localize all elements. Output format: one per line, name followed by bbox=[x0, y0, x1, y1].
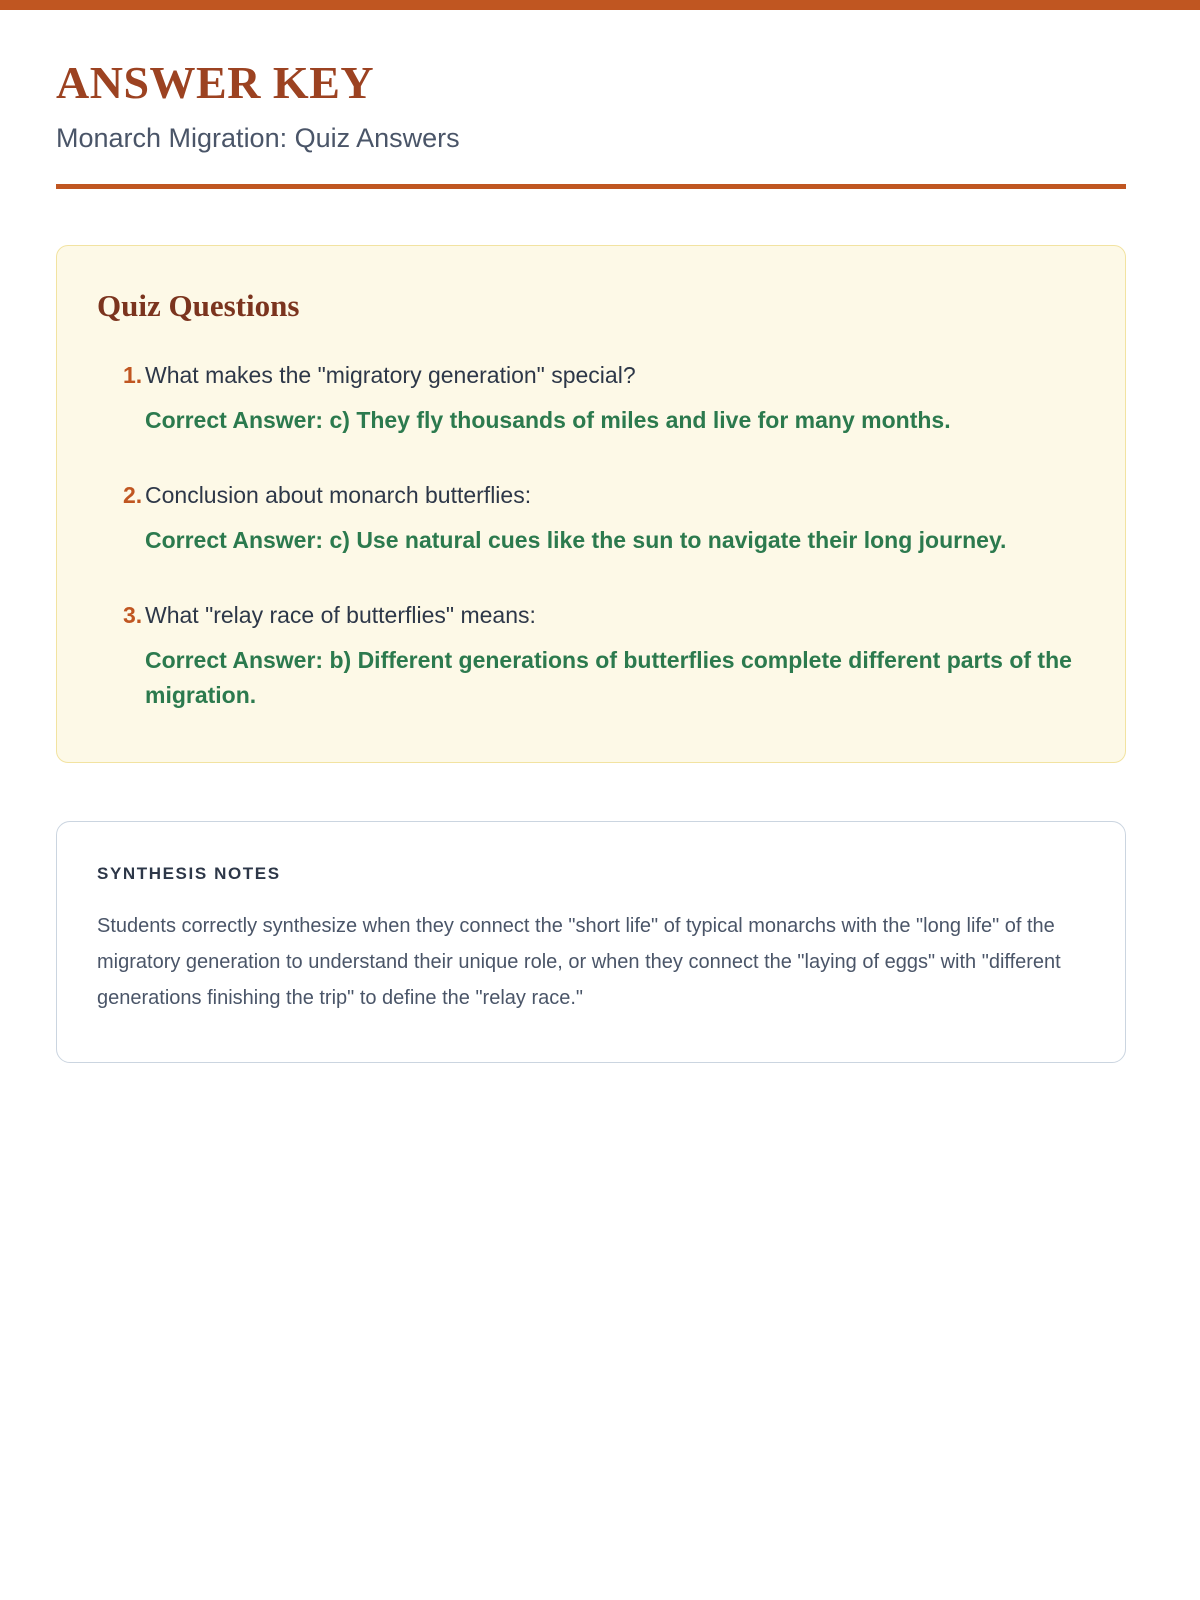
top-accent-bar bbox=[0, 0, 1200, 10]
question-number: 1. bbox=[123, 362, 143, 388]
quiz-heading: Quiz Questions bbox=[97, 288, 300, 323]
page-title: ANSWER KEY bbox=[56, 57, 375, 108]
synthesis-notes-body: Students correctly synthesize when they connect the "short life" of typical monarchs with the "long life" of the migratory generation to understand their unique role, or when they connect the "laying of eggs" with "different generations finishing the trip" to define the "relay race." bbox=[97, 915, 1061, 1010]
question-answer-block bbox=[145, 358, 1081, 438]
question-number: 3. bbox=[123, 602, 143, 629]
question-text: Conclusion about monarch butterflies: bbox=[145, 482, 532, 509]
question-text: What makes the "migratory generation" special? bbox=[145, 362, 636, 388]
question-answer-block bbox=[145, 598, 1081, 714]
question-answer-block bbox=[145, 478, 1081, 558]
page-subtitle: Monarch Migration: Quiz Answers bbox=[56, 123, 460, 153]
synthesis-notes-heading: SYNTHESIS NOTES bbox=[97, 864, 281, 884]
quiz-item-2 bbox=[97, 478, 1081, 558]
correct-answer-text: Correct Answer: b) Different generations of butterflies complete different parts of the migration. bbox=[145, 646, 1072, 709]
header-divider bbox=[56, 184, 1126, 189]
question-text: What "relay race of butterflies" means: bbox=[145, 602, 536, 629]
quiz-list bbox=[97, 358, 1081, 714]
quiz-item-1 bbox=[97, 358, 1081, 438]
question-number: 2. bbox=[123, 482, 143, 509]
page-header bbox=[56, 56, 1126, 189]
quiz-questions-card bbox=[56, 245, 1126, 763]
quiz-item-3 bbox=[97, 598, 1081, 714]
answer-key-page bbox=[0, 10, 1200, 1123]
correct-answer-text: Correct Answer: c) Use natural cues like the sun to navigate their long journey. bbox=[145, 526, 1007, 553]
synthesis-notes-card bbox=[56, 821, 1126, 1063]
correct-answer-text: Correct Answer: c) They fly thousands of miles and live for many months. bbox=[145, 406, 951, 433]
